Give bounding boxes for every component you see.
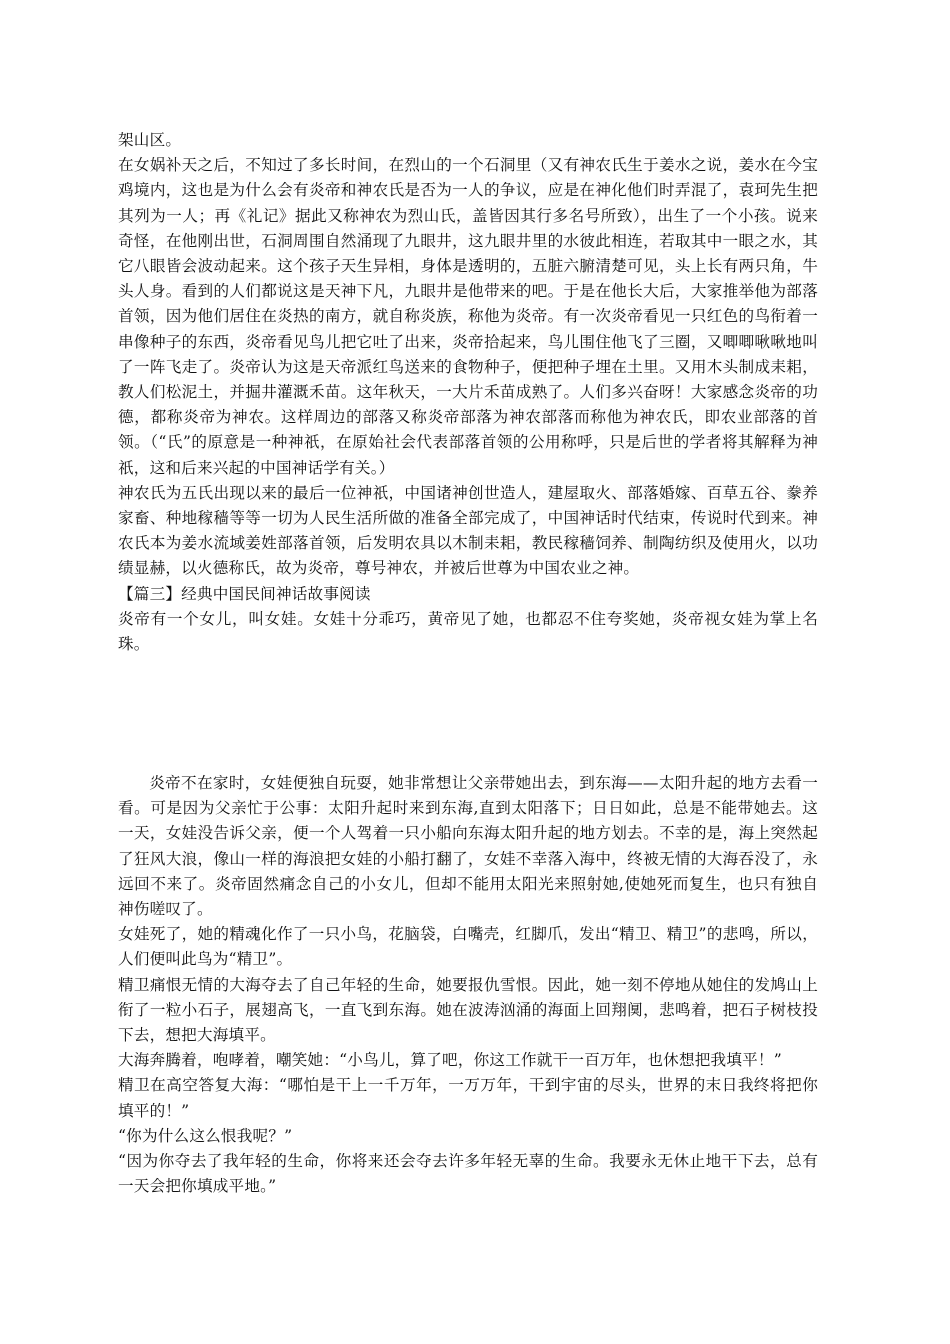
paragraph: 女娃死了，她的精魂化作了一只小鸟，花脑袋，白嘴壳，红脚爪，发出“精卫、精卫”的悲鸣，所以，人们便叫此鸟为“精卫”。 xyxy=(118,925,818,969)
paragraph: 炎帝不在家时，女娃便独自玩耍，她非常想让父亲带她出去，到东海——太阳升起的地方去看一看。可是因为父亲忙于公事：太阳升起时来到东海,直到太阳落下；日日如此，总是不能带她去。这一天，女娃没告诉父亲，便一个人驾着一只小船向东海太阳升起的地方划去。不幸的是，海上突然起了狂风大浪，像山一样的海浪把女娃的小船打翻了，女娃不幸落入海中，终被无情的大海吞没了，永远回不来了。炎帝固然痛念自己的小女儿，但却不能用太阳光来照射她,使她死而复生，也只有独自神伤嗟叹了。 xyxy=(118,774,818,919)
paragraph: “你为什么这么恨我呢？” xyxy=(118,1126,293,1145)
paragraph: “因为你夺去了我年轻的生命，你将来还会夺去许多年轻无辜的生命。我要永无休止地干下去，总有一天会把你填成平地。” xyxy=(118,1152,818,1196)
paragraph: 炎帝有一个女儿，叫女娃。女娃十分乖巧，黄帝见了她，也都忍不住夸奖她，炎帝视女娃为掌上名珠。 xyxy=(118,609,818,654)
text-block-lower xyxy=(118,771,818,1199)
paragraph: 精卫痛恨无情的大海夺去了自己年轻的生命，她要报仇雪恨。因此，她一刻不停地从她住的发鸠山上衔了一粒小石子，展翅高飞，一直飞到东海。她在波涛汹涌的海面上回翔阒，悲鸣着，把石子树枝投下去，想把大海填平。 xyxy=(118,975,818,1045)
paragraph: 神农氏为五氏出现以来的最后一位神祇，中国诸神创世造人，建屋取火、部落婚嫁、百草五谷、豢养家畜、种地稼穑等等一切为人民生活所做的准备全部完成了，中国神话时代结束，传说时代到来。神农氏本为姜水流域姜姓部落首领，后发明农具以木制耒耜，教民稼穑饲养、制陶纺织及使用火，以功绩显赫，以火德称氏，故为炎帝，尊号神农，并被后世尊为中国农业之神。 xyxy=(118,483,818,578)
paragraph: 大海奔腾着，咆哮着，嘲笑她：“小鸟儿，算了吧，你这工作就干一百万年，也休想把我填平！” xyxy=(118,1051,782,1070)
section-title: 【篇三】经典中国民间神话故事阅读 xyxy=(118,584,371,603)
paragraph: 在女娲补天之后，不知过了多长时间，在烈山的一个石洞里（又有神农氏生于姜水之说，姜水在今宝鸡境内，这也是为什么会有炎帝和神农氏是否为一人的争议，应是在神化他们时弄混了，袁珂先生把其列为一人；再《礼记》据此又称神农为烈山氏，盖皆因其行多名号所致），出生了一个小孩。说来奇怪，在他刚出世，石洞周围自然涌现了九眼井，这九眼井里的水彼此相连，若取其中一眼之水，其它八眼皆会波动起来。这个孩子天生异相，身体是透明的，五脏六腑清楚可见，头上长有两只角，牛头人身。看到的人们都说这是天神下凡，九眼井是他带来的吧。于是在他长大后，大家推举他为部落首领，因为他们居住在炎热的南方，就自称炎族，称他为炎帝。有一次炎帝看见一只红色的鸟衔着一串像种子的东西，炎帝看见鸟儿把它吐了出来，炎帝拾起来，鸟儿围住他飞了三圈，又唧唧啾啾地叫了一阵飞走了。炎帝认为这是天帝派红鸟送来的食物种子，便把种子埋在土里。又用木头制成耒耜，教人们松泥土，并掘井灌溉禾苗。这年秋天，一大片禾苗成熟了。人们多兴奋呀！大家感念炎帝的功德，都称炎帝为神农。这样周边的部落又称炎帝部落为神农部落而称他为神农氏，即农业部落的首领。（“氏”的原意是一种神祇，在原始社会代表部落首领的公用称呼，只是后世的学者将其解释为神祇，这和后来兴起的中国神话学有关。） xyxy=(118,156,818,477)
paragraph: 架山区。 xyxy=(118,131,182,149)
paragraph: 精卫在高空答复大海：“哪怕是干上一千万年，一万万年，干到宇宙的尽头，世界的末日我终将把你填平的！” xyxy=(118,1076,818,1120)
text-block-upper xyxy=(118,128,818,657)
